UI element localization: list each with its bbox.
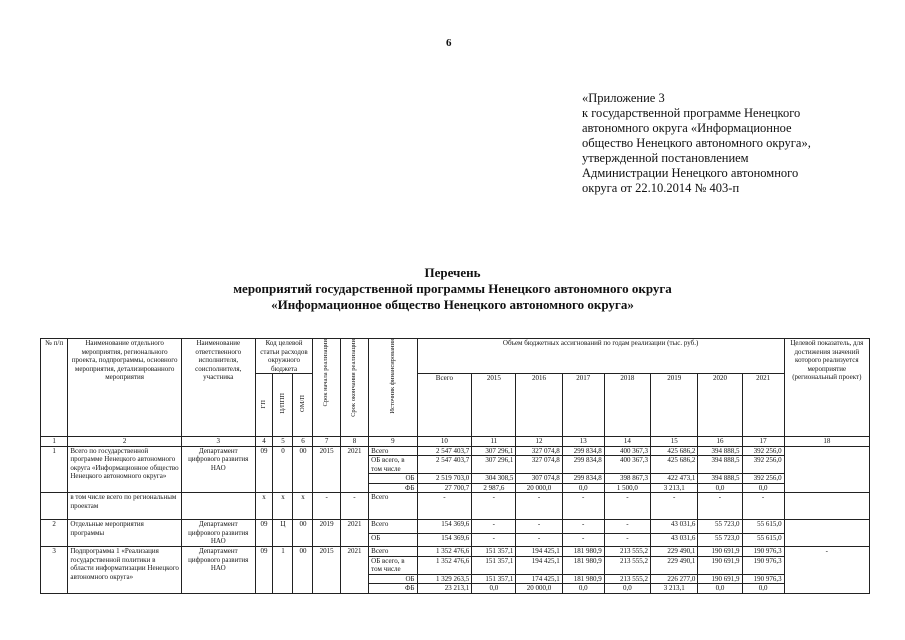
value-cell: - <box>604 493 650 520</box>
row-start: 2015 <box>313 547 340 594</box>
header-total: Всего <box>417 374 472 437</box>
row-tspp: Ц <box>273 520 293 547</box>
value-cell: 213 555,2 <box>604 574 650 584</box>
value-cell: 190 691,9 <box>698 556 742 574</box>
value-cell: - <box>516 533 562 547</box>
value-cell: 1 500,0 <box>604 483 650 493</box>
appendix-line: утвержденной постановлением <box>582 151 749 165</box>
value-cell: 425 686,2 <box>651 446 698 456</box>
value-cell: 299 834,8 <box>562 446 604 456</box>
measures-table <box>40 338 870 594</box>
value-cell: 0,0 <box>742 483 784 493</box>
value-cell: 1 352 476,6 <box>417 547 472 557</box>
value-cell: 0,0 <box>698 584 742 594</box>
header-source: Источник финансирования <box>369 339 417 437</box>
value-cell: 3 213,1 <box>651 483 698 493</box>
value-cell: 190 976,3 <box>742 556 784 574</box>
row-number: 3 <box>41 547 68 594</box>
value-cell: 27 700,7 <box>417 483 472 493</box>
table-row <box>41 547 870 557</box>
title-line: мероприятий государственной программы Ненецкого автономного округа <box>233 281 672 296</box>
source-cell: Всего <box>369 520 417 534</box>
row-tspp: х <box>273 493 293 520</box>
appendix-line: Администрации Ненецкого автономного <box>582 166 799 180</box>
column-number: 8 <box>340 437 368 447</box>
column-number: 18 <box>784 437 869 447</box>
value-cell: - <box>472 493 516 520</box>
column-number: 1 <box>41 437 68 447</box>
value-cell: 0,0 <box>562 584 604 594</box>
value-cell: 0,0 <box>604 584 650 594</box>
value-cell: 194 425,1 <box>516 547 562 557</box>
value-cell: 392 256,0 <box>742 456 784 474</box>
row-name: Подпрограмма 1 «Реализация государственной политики в области информатизации Ненецкого автономного округа» <box>68 547 182 594</box>
title-line: Перечень <box>424 265 481 280</box>
value-cell: 425 686,2 <box>651 456 698 474</box>
value-cell: 151 357,1 <box>472 574 516 584</box>
value-cell: - <box>562 533 604 547</box>
value-cell: 307 296,1 <box>472 456 516 474</box>
value-cell: 299 834,8 <box>562 456 604 474</box>
value-cell: - <box>472 533 516 547</box>
value-cell: 2 519 703,0 <box>417 474 472 484</box>
value-cell: - <box>604 533 650 547</box>
column-number: 9 <box>369 437 417 447</box>
row-start: 2019 <box>313 520 340 547</box>
value-cell: 43 031,6 <box>651 520 698 534</box>
source-cell: Всего <box>369 547 417 557</box>
row-number <box>41 493 68 520</box>
target-cell <box>784 520 869 547</box>
value-cell: 307 074,8 <box>516 474 562 484</box>
source-cell: ОБ всего, в том числе <box>369 556 417 574</box>
value-cell: 181 980,9 <box>562 556 604 574</box>
column-number: 10 <box>417 437 472 447</box>
value-cell: 190 976,3 <box>742 574 784 584</box>
header-year: 2020 <box>698 374 742 437</box>
row-tspp: 1 <box>273 547 293 594</box>
target-cell <box>784 493 869 520</box>
value-cell: 304 308,5 <box>472 474 516 484</box>
value-cell: 55 723,0 <box>698 533 742 547</box>
value-cell: 2 987,6 <box>472 483 516 493</box>
value-cell: 55 723,0 <box>698 520 742 534</box>
row-end: 2021 <box>340 446 368 493</box>
table-row <box>41 493 870 520</box>
value-cell: - <box>742 493 784 520</box>
value-cell: 55 615,0 <box>742 520 784 534</box>
header-target: Целевой показатель, для достижения значений которого реализуется мероприятие (региональный проект) <box>784 339 869 437</box>
page-number: 6 <box>446 37 452 49</box>
value-cell: 43 031,6 <box>651 533 698 547</box>
value-cell: 213 555,2 <box>604 547 650 557</box>
column-number: 6 <box>293 437 313 447</box>
table-row <box>41 446 870 456</box>
row-executor: Департамент цифрового развития НАО <box>181 547 255 594</box>
row-gp: 09 <box>255 446 273 493</box>
value-cell: 174 425,1 <box>516 574 562 584</box>
row-end: - <box>340 493 368 520</box>
value-cell: 307 296,1 <box>472 446 516 456</box>
header-end: Срок окончания реализации <box>340 339 368 437</box>
header-year: 2016 <box>516 374 562 437</box>
source-cell: ОБ всего, в том числе <box>369 456 417 474</box>
column-number: 15 <box>651 437 698 447</box>
row-ommp: х <box>293 493 313 520</box>
header-year: 2017 <box>562 374 604 437</box>
value-cell: - <box>472 520 516 534</box>
value-cell: 213 555,2 <box>604 556 650 574</box>
value-cell: - <box>562 493 604 520</box>
header-executor: Наименование ответственного исполнителя, соисполнителя, участника <box>181 339 255 437</box>
column-number: 11 <box>472 437 516 447</box>
value-cell: 154 369,6 <box>417 533 472 547</box>
document-title <box>150 265 755 313</box>
value-cell: 181 980,9 <box>562 574 604 584</box>
row-ommp: 00 <box>293 520 313 547</box>
column-number: 7 <box>313 437 340 447</box>
value-cell: 327 074,8 <box>516 446 562 456</box>
value-cell: 392 256,0 <box>742 474 784 484</box>
column-number-row <box>41 437 870 447</box>
header-year: 2015 <box>472 374 516 437</box>
value-cell: 299 834,8 <box>562 474 604 484</box>
header-code: Код целевой статьи расходов окружного бюджета <box>255 339 313 374</box>
column-number: 12 <box>516 437 562 447</box>
value-cell: 151 357,1 <box>472 547 516 557</box>
title-line: «Информационное общество Ненецкого автономного округа» <box>271 297 634 312</box>
target-cell: - <box>784 547 869 594</box>
row-start: - <box>313 493 340 520</box>
value-cell: - <box>651 493 698 520</box>
appendix-line: «Приложение 3 <box>582 91 665 105</box>
value-cell: 400 367,3 <box>604 446 650 456</box>
value-cell: - <box>516 520 562 534</box>
header-tspp: Ц/ППП <box>273 374 293 437</box>
value-cell: 194 425,1 <box>516 556 562 574</box>
value-cell: 181 980,9 <box>562 547 604 557</box>
value-cell: 400 367,3 <box>604 456 650 474</box>
column-number: 3 <box>181 437 255 447</box>
value-cell: 229 490,1 <box>651 547 698 557</box>
row-ommp: 00 <box>293 547 313 594</box>
value-cell: 1 352 476,6 <box>417 556 472 574</box>
value-cell: - <box>417 493 472 520</box>
value-cell: 2 547 403,7 <box>417 456 472 474</box>
value-cell: 226 277,0 <box>651 574 698 584</box>
source-cell: ОБ <box>369 533 417 547</box>
value-cell: 422 473,1 <box>651 474 698 484</box>
value-cell: 398 867,3 <box>604 474 650 484</box>
header-ommp: ОМ/П <box>293 374 313 437</box>
value-cell: 0,0 <box>472 584 516 594</box>
value-cell: 394 888,5 <box>698 474 742 484</box>
row-gp: 09 <box>255 520 273 547</box>
row-executor: Департамент цифрового развития НАО <box>181 446 255 493</box>
header-year: 2021 <box>742 374 784 437</box>
row-executor <box>181 493 255 520</box>
row-end: 2021 <box>340 520 368 547</box>
column-number: 14 <box>604 437 650 447</box>
row-tspp: 0 <box>273 446 293 493</box>
column-number: 16 <box>698 437 742 447</box>
row-end: 2021 <box>340 547 368 594</box>
column-number: 2 <box>68 437 182 447</box>
value-cell: 0,0 <box>742 584 784 594</box>
row-executor: Департамент цифрового развития НАО <box>181 520 255 547</box>
source-cell: ОБ <box>369 474 417 484</box>
appendix-line: к государственной программе Ненецкого <box>582 106 801 120</box>
column-number: 5 <box>273 437 293 447</box>
header-volume: Объем бюджетных ассигнований по годам реализации (тыс. руб.) <box>417 339 784 374</box>
row-name: в том числе всего по региональным проектам <box>68 493 182 520</box>
value-cell: 3 213,1 <box>651 584 698 594</box>
value-cell: 394 888,5 <box>698 456 742 474</box>
value-cell: 190 691,9 <box>698 574 742 584</box>
value-cell: 151 357,1 <box>472 556 516 574</box>
row-name: Отдельные мероприятия программы <box>68 520 182 547</box>
row-gp: 09 <box>255 547 273 594</box>
column-number: 4 <box>255 437 273 447</box>
column-number: 13 <box>562 437 604 447</box>
column-number: 17 <box>742 437 784 447</box>
source-cell: ФБ <box>369 483 417 493</box>
target-cell <box>784 446 869 493</box>
row-number: 2 <box>41 520 68 547</box>
value-cell: 2 547 403,7 <box>417 446 472 456</box>
header-year: 2018 <box>604 374 650 437</box>
row-ommp: 00 <box>293 446 313 493</box>
value-cell: 20 000,0 <box>516 483 562 493</box>
value-cell: 154 369,6 <box>417 520 472 534</box>
header-no: № п/п <box>41 339 68 437</box>
value-cell: - <box>516 493 562 520</box>
value-cell: 1 329 263,5 <box>417 574 472 584</box>
header-start: Срок начала реализации <box>313 339 340 437</box>
value-cell: 394 888,5 <box>698 446 742 456</box>
value-cell: 190 691,9 <box>698 547 742 557</box>
source-cell: Всего <box>369 446 417 456</box>
value-cell: 229 490,1 <box>651 556 698 574</box>
row-gp: х <box>255 493 273 520</box>
header-gp: ГП <box>255 374 273 437</box>
value-cell: - <box>698 493 742 520</box>
value-cell: 23 213,1 <box>417 584 472 594</box>
appendix-line: автономного округа «Информационное <box>582 121 792 135</box>
value-cell: 20 000,0 <box>516 584 562 594</box>
table-row <box>41 520 870 534</box>
row-start: 2015 <box>313 446 340 493</box>
appendix-line: общество Ненецкого автономного округа», <box>582 136 811 150</box>
header-year: 2019 <box>651 374 698 437</box>
row-name: Всего по государственной программе Ненецкого автономного округа «Информационное общество Ненецкого автономного округа» <box>68 446 182 493</box>
value-cell: - <box>604 520 650 534</box>
value-cell: 55 615,0 <box>742 533 784 547</box>
header-name: Наименование отдельного мероприятия, регионального проекта, подпрограммы, основного мероприятия, детализированного мероприятия <box>68 339 182 437</box>
value-cell: - <box>562 520 604 534</box>
value-cell: 190 976,3 <box>742 547 784 557</box>
source-cell: Всего <box>369 493 417 520</box>
value-cell: 327 074,8 <box>516 456 562 474</box>
value-cell: 0,0 <box>698 483 742 493</box>
value-cell: 0,0 <box>562 483 604 493</box>
source-cell: ОБ <box>369 574 417 584</box>
appendix-note <box>582 91 872 196</box>
source-cell: ФБ <box>369 584 417 594</box>
row-number: 1 <box>41 446 68 493</box>
value-cell: 392 256,0 <box>742 446 784 456</box>
appendix-line: округа от 22.10.2014 № 403-п <box>582 181 740 195</box>
